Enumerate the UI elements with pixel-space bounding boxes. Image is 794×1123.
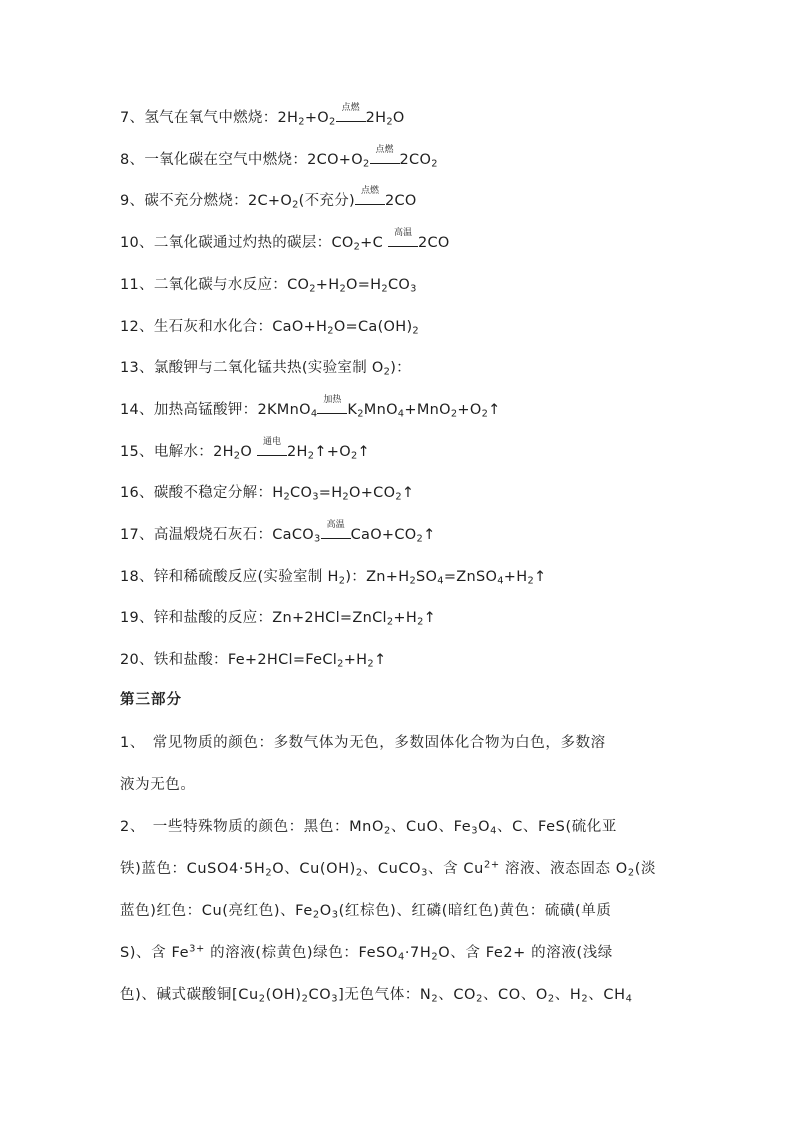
text-run: 2KMnO [257, 401, 311, 418]
text-run: SO [416, 568, 438, 585]
subscript: 2 [527, 575, 535, 587]
subscript: 2 [409, 575, 417, 587]
subscript: 2 [450, 408, 458, 420]
text-run: ↑ [401, 485, 415, 502]
text-run: CaCO [272, 527, 314, 543]
reaction-label: 14、加热高锰酸钾： [120, 401, 258, 418]
text-run: O [240, 443, 257, 460]
text-run: =ZnSO [443, 568, 498, 585]
reaction-line-l18 [120, 567, 546, 587]
subscript: 2 [412, 324, 419, 336]
reaction-line-l11 [120, 275, 417, 295]
subscript: 2 [342, 491, 349, 503]
subscript: 3 [471, 825, 479, 837]
subscript: 2 [431, 993, 439, 1005]
text-run: ↑+O [314, 443, 351, 460]
subscript: 2 [481, 408, 489, 420]
reaction-line-l20 [120, 650, 386, 670]
condition-label: 点燃 [341, 103, 360, 113]
subscript: 2 [476, 993, 483, 1005]
subscript: 2 [627, 867, 635, 879]
text-run: (淡 [634, 861, 657, 877]
reaction-line-l19 [120, 608, 436, 628]
superscript: 2+ [483, 859, 500, 871]
subscript: 4 [497, 575, 504, 587]
reaction-label: 8、一氧化碳在空气中燃烧： [120, 151, 308, 168]
reaction-label: 20、铁和盐酸： [120, 652, 228, 669]
text-run: +O [304, 110, 330, 126]
subscript: 2 [581, 993, 589, 1005]
condition-label: 加热 [323, 394, 342, 405]
text-run: 、CuCO [362, 861, 422, 877]
condition-label: 高温 [326, 520, 345, 530]
reaction-condition [355, 186, 385, 205]
condition-bar [321, 538, 351, 539]
subscript: 2 [547, 993, 555, 1005]
subscript: 2 [329, 116, 336, 128]
paragraph-line [120, 764, 676, 806]
subscript: 4 [310, 408, 318, 420]
text-run: +H [343, 652, 368, 669]
section-heading: 第三部分 [120, 692, 182, 708]
text-run: 色)、碱式碳酸铜[Cu [120, 987, 259, 1003]
reaction-label: 9、碳不充分燃烧： [120, 193, 248, 210]
subscript: 4 [625, 993, 633, 1005]
text-run: +H [503, 568, 528, 585]
condition-bar [388, 246, 418, 247]
paragraph-line [120, 932, 676, 974]
subscript: 2 [292, 199, 299, 211]
text-run: 2CO [417, 235, 450, 252]
reaction-label: 10、二氧化碳通过灼热的碳层： [120, 235, 332, 252]
superscript: 3+ [189, 943, 205, 955]
reaction-label: 17、高温煅烧石灰石： [120, 527, 273, 543]
condition-label: 点燃 [360, 186, 379, 197]
text-run: 、CuO、Fe [390, 819, 472, 835]
reaction-label: 12、生石灰和水化合： [120, 318, 273, 335]
condition-bar [317, 413, 347, 414]
subscript: 2 [338, 575, 346, 587]
subscript: 2 [367, 658, 374, 670]
condition-bar [257, 455, 287, 456]
text-run: O、含 Fe2+ 的溶液(浅绿 [438, 945, 613, 961]
subscript: 2 [386, 616, 394, 628]
text-run: K [347, 401, 358, 418]
reaction-condition [370, 144, 400, 164]
subscript: 2 [312, 909, 320, 921]
text-run: )： [390, 360, 411, 377]
subscript: 2 [386, 116, 393, 128]
text-run: ]无色气体：N [338, 987, 432, 1003]
text-run: ·7H [404, 945, 432, 961]
subscript: 2 [258, 993, 266, 1005]
text-run: 2C+O [247, 193, 293, 210]
reaction-line-l12 [120, 317, 419, 337]
subscript: 2 [309, 283, 316, 295]
text-run: 、含 Cu [428, 861, 484, 877]
reaction-label: 13、氯酸钾与二氧化锰共热(实验室制 O [120, 360, 384, 377]
text-run: O+CO [349, 485, 396, 502]
subscript: 2 [362, 158, 370, 170]
text-run: 、CO [438, 987, 477, 1003]
subscript: 4 [490, 825, 498, 837]
text-run: 溶液、液态固态 O [499, 861, 628, 877]
text-run: CO [290, 485, 313, 502]
text-run: O、Cu(OH) [272, 861, 356, 877]
text-run: (红棕色)、红磷(暗红色)黄色：硫磺(单质 [338, 903, 612, 919]
subscript: 2 [395, 491, 402, 503]
subscript: 4 [397, 408, 405, 420]
text-run: MnO [363, 401, 398, 418]
text-run: ↑ [534, 568, 547, 585]
text-run: 2、 一些特殊物质的颜色：黑色：MnO [120, 819, 384, 835]
subscript: 4 [437, 575, 444, 587]
subscript: 2 [383, 366, 391, 378]
text-run: (不充分) [298, 193, 355, 210]
reaction-label: 16、碳酸不稳定分解： [120, 485, 273, 502]
condition-label: 高温 [393, 228, 412, 239]
reaction-condition [257, 436, 287, 456]
subscript: 2 [416, 533, 424, 545]
text-run: 、H [554, 987, 582, 1003]
reaction-condition [321, 520, 351, 539]
subscript: 2 [327, 324, 334, 336]
text-run: 蓝色)红色：Cu(亮红色)、Fe [120, 903, 313, 919]
reaction-line-l9 [120, 186, 417, 211]
reaction-label: 7、氢气在氧气中燃烧： [120, 110, 278, 126]
reaction-line-l8 [120, 144, 438, 170]
text-run: 1、 常见物质的颜色：多数气体为无色，多数固体化合物为白色，多数溶 [120, 735, 606, 751]
text-run: CaO+H [272, 318, 328, 335]
subscript: 2 [283, 491, 291, 503]
subscript: 2 [355, 867, 363, 879]
text-run: ↑ [423, 610, 437, 627]
text-run: 2H [213, 443, 234, 460]
paragraph-line [120, 848, 676, 890]
reaction-line-l10 [120, 228, 450, 253]
text-run: ↑ [423, 527, 436, 543]
text-run: 的溶液(棕黄色)绿色：FeSO [204, 945, 398, 961]
condition-bar [355, 204, 385, 205]
text-run: 2CO [399, 151, 432, 168]
condition-label: 点燃 [375, 144, 394, 155]
paragraph-line [120, 806, 676, 848]
text-run: H [272, 485, 284, 502]
text-run: 2H [277, 110, 299, 126]
subscript: 2 [431, 158, 438, 170]
subscript: 2 [265, 867, 273, 879]
reaction-label: 15、电解水： [120, 443, 214, 460]
reaction-line-l17 [120, 520, 436, 545]
text-run: 2CO [384, 193, 417, 210]
subscript: 2 [298, 116, 305, 128]
subscript: 2 [307, 450, 315, 462]
text-run: ↑ [357, 443, 370, 460]
text-run: CO [308, 987, 332, 1003]
subscript: 4 [397, 951, 405, 963]
text-run: )：Zn+H [345, 568, 410, 585]
text-run: =H [318, 485, 343, 502]
paragraph-line [120, 974, 676, 1016]
text-run: O [319, 903, 332, 919]
paragraph-common-colors [120, 722, 676, 806]
reaction-label: 18、锌和稀硫酸反应(实验室制 H [120, 568, 339, 585]
paragraph-special-colors [120, 806, 676, 1016]
text-run: +O [457, 401, 482, 418]
text-run: (OH) [265, 987, 302, 1003]
text-run: S)、含 Fe [120, 945, 190, 961]
paragraph-line [120, 722, 676, 764]
text-run: 2H [287, 443, 308, 460]
text-run: CO [331, 235, 354, 252]
subscript: 2 [381, 283, 388, 295]
subscript: 2 [417, 616, 424, 628]
reaction-line-l15 [120, 436, 370, 462]
subscript: 3 [314, 533, 321, 545]
subscript: 3 [421, 867, 429, 879]
reaction-condition [317, 394, 347, 414]
condition-bar [370, 163, 400, 164]
text-run: 2CO+O [307, 151, 363, 168]
condition-bar [336, 121, 366, 122]
text-run: +H [393, 610, 418, 627]
text-run: ↑ [373, 652, 387, 669]
reaction-line-l7 [120, 103, 405, 128]
text-run: 铁)蓝色：CuSO4·5H [120, 861, 266, 877]
text-run: 、C、FeS(硫化亚 [497, 819, 618, 835]
subscript: 2 [301, 993, 309, 1005]
text-run: 、CH [588, 987, 626, 1003]
reaction-line-l13 [120, 358, 411, 378]
subscript: 2 [339, 283, 347, 295]
text-run: O [392, 110, 405, 126]
text-run: +MnO [404, 401, 451, 418]
text-run: O [478, 819, 491, 835]
text-run: CO [387, 276, 411, 293]
text-run: Fe+2HCl=FeCl [227, 652, 338, 669]
reaction-label: 19、锌和盐酸的反应： [120, 610, 273, 627]
subscript: 2 [357, 408, 364, 420]
subscript: 3 [312, 491, 319, 503]
subscript: 2 [350, 450, 358, 462]
subscript: 2 [353, 241, 361, 253]
text-run: Zn+2HCl=ZnCl [272, 610, 387, 627]
text-run: ↑ [488, 401, 501, 418]
text-run: 2H [365, 110, 387, 126]
reaction-line-l14 [120, 394, 501, 420]
text-run: CaO+CO [350, 527, 417, 543]
subscript: 3 [410, 283, 417, 295]
text-run: O=H [346, 276, 382, 293]
subscript: 3 [331, 909, 339, 921]
reaction-line-l16 [120, 483, 414, 503]
text-run: O=Ca(OH) [333, 318, 413, 335]
text-run: 液为无色。 [120, 777, 196, 793]
text-run: +C [360, 235, 388, 252]
reaction-label: 11、二氧化碳与水反应： [120, 276, 288, 293]
text-run: CO [287, 276, 310, 293]
reaction-condition [336, 103, 366, 122]
subscript: 2 [384, 825, 391, 837]
paragraph-line [120, 890, 676, 932]
text-run: +H [315, 276, 340, 293]
subscript: 2 [233, 450, 241, 462]
subscript: 2 [431, 951, 439, 963]
text-run: 、CO、O [482, 987, 548, 1003]
condition-label: 通电 [262, 436, 281, 447]
subscript: 3 [331, 993, 339, 1005]
reaction-condition [388, 228, 418, 247]
subscript: 2 [337, 658, 344, 670]
